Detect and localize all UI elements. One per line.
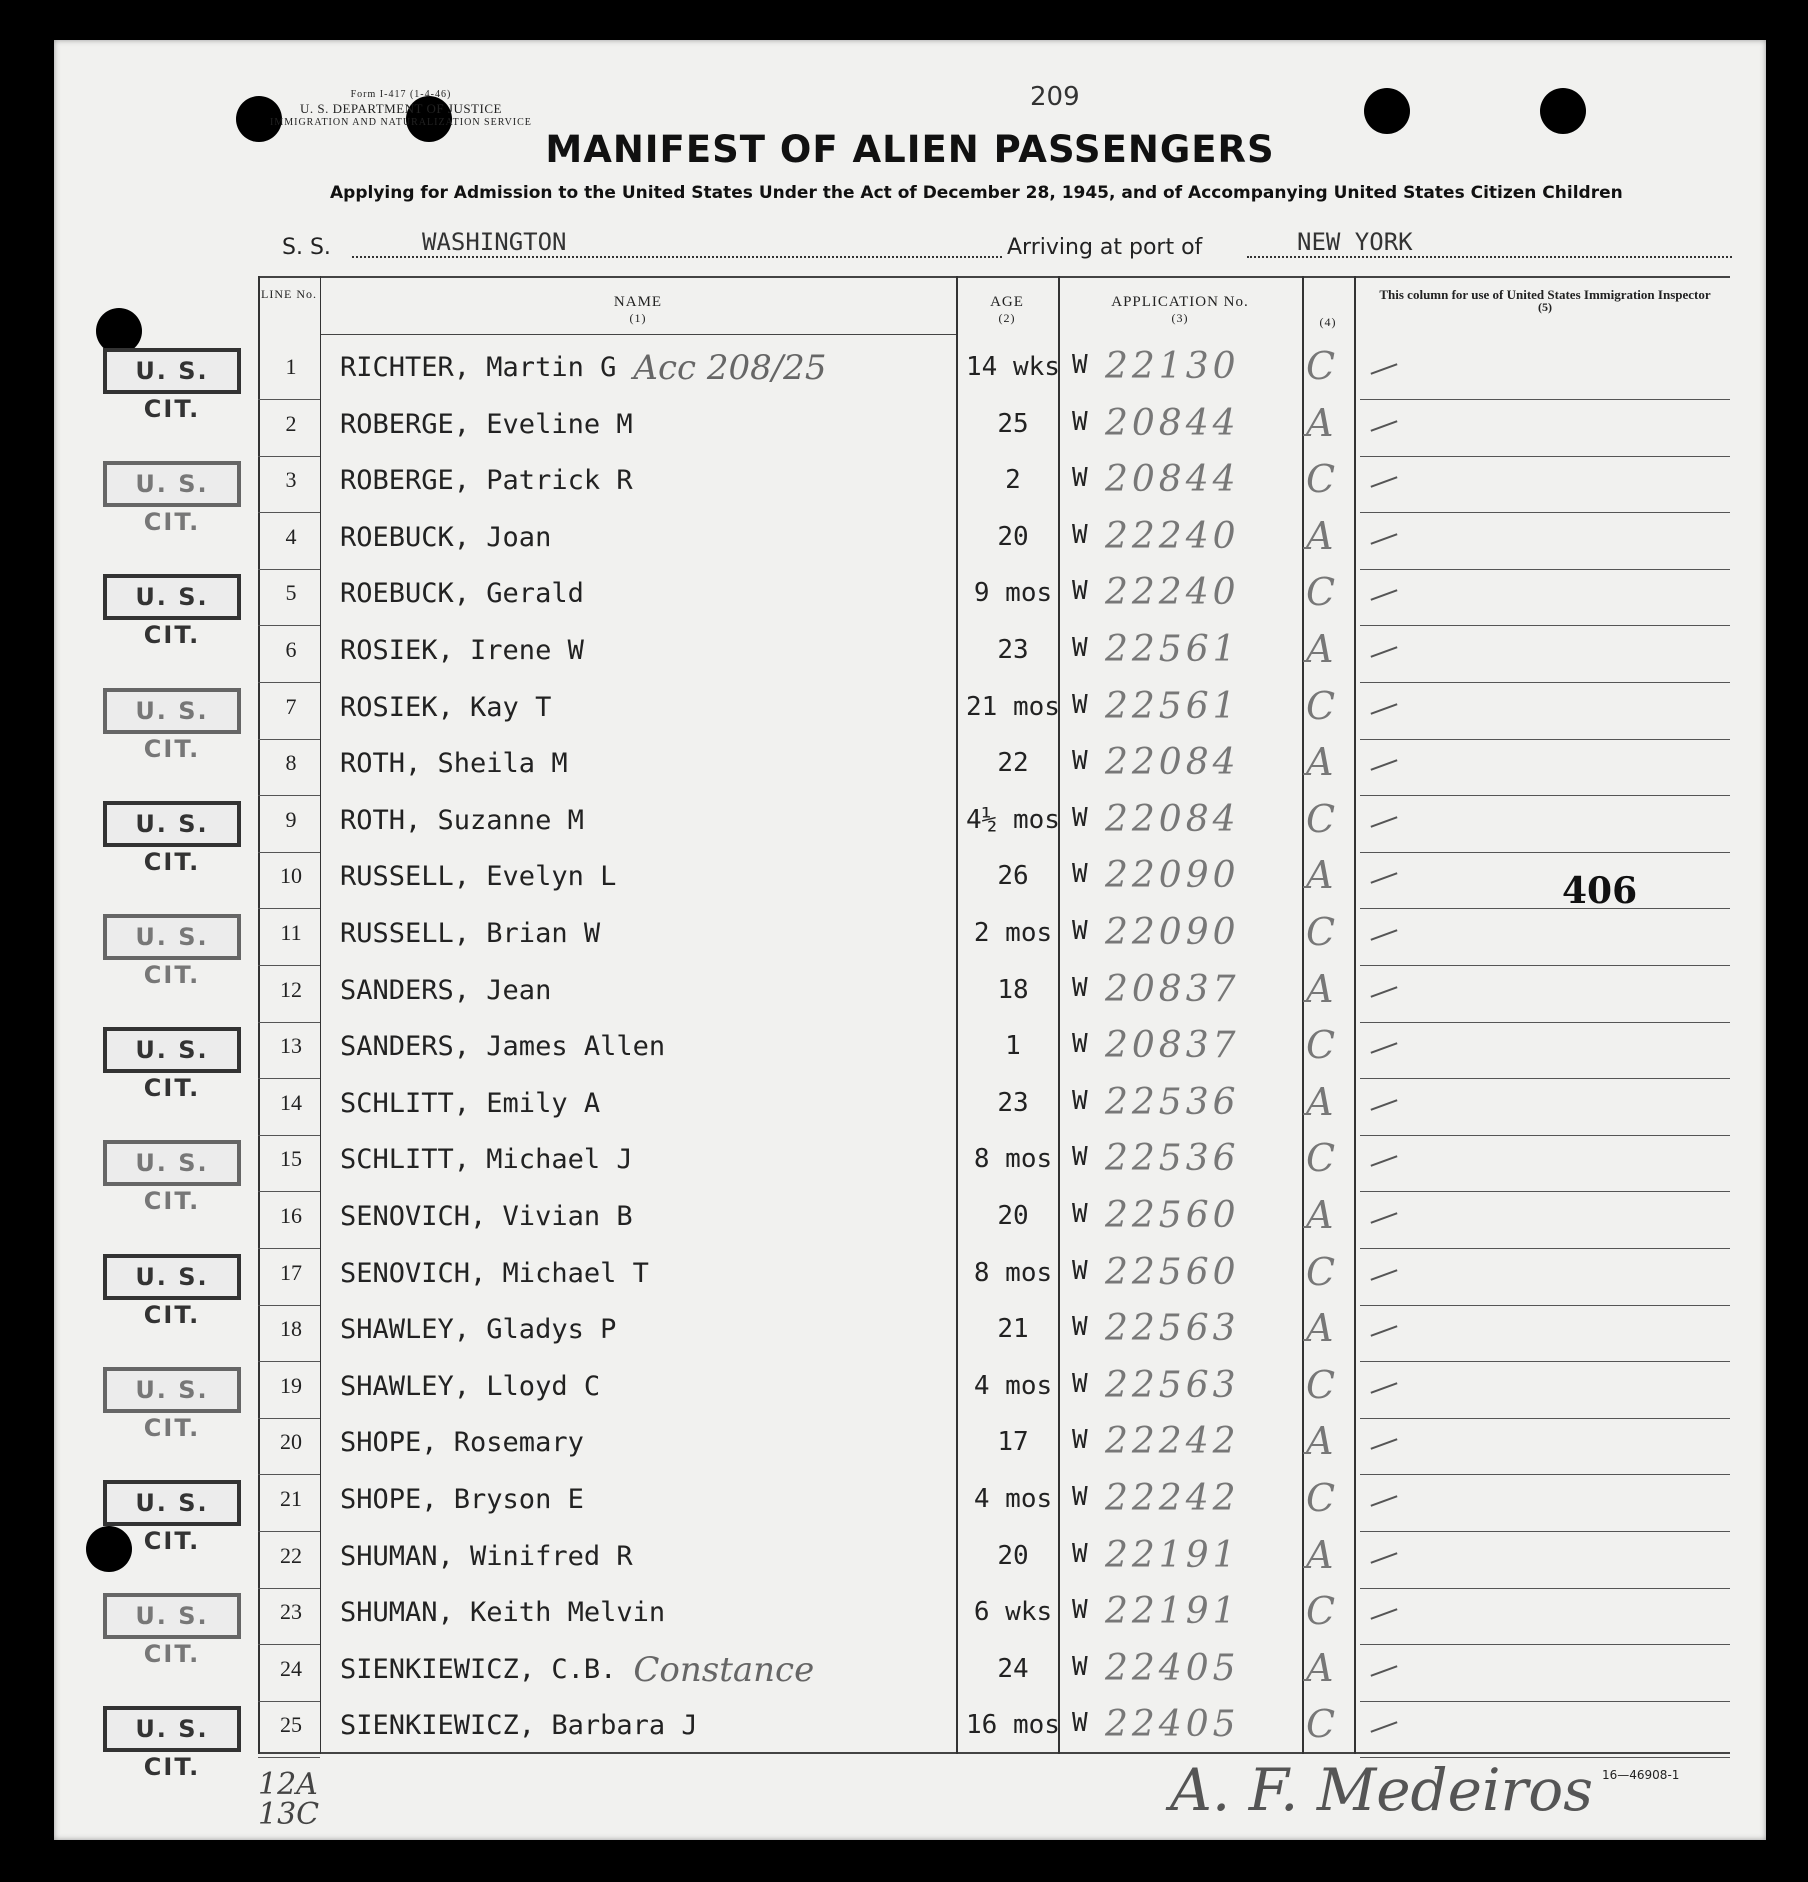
- tally-note: [258, 1767, 320, 1832]
- inspector-tick-mark: [1371, 1099, 1398, 1110]
- passenger-age: 25: [997, 409, 1029, 439]
- inspector-tick-mark: [1371, 929, 1398, 940]
- col-header-inspector: [1360, 288, 1730, 314]
- application-prefix: W: [1072, 633, 1088, 663]
- inspector-row-rule: [1360, 1078, 1730, 1079]
- inspector-row-rule: [1360, 1022, 1730, 1023]
- col-header-4: [1302, 314, 1354, 330]
- us-citizen-stamp: U. S. CIT.: [103, 801, 241, 847]
- inspector-row-rule: [1360, 852, 1730, 853]
- application-number: 22405: [1105, 1704, 1240, 1745]
- line-number: 13: [280, 1033, 302, 1058]
- inspector-tick-mark: [1371, 1325, 1398, 1336]
- col-header-name: [320, 294, 956, 326]
- passenger-name: SANDERS, Jean: [340, 975, 552, 1006]
- class-mark: C: [1306, 1589, 1336, 1633]
- class-mark: A: [1306, 967, 1334, 1011]
- application-prefix: W: [1072, 1539, 1088, 1569]
- application-number: 22561: [1105, 686, 1240, 727]
- line-number: 23: [280, 1599, 302, 1624]
- class-mark: A: [1306, 1193, 1334, 1237]
- application-prefix: W: [1072, 1425, 1088, 1455]
- line-number: 12: [280, 977, 302, 1002]
- table-row: [0, 1648, 1808, 1704]
- class-mark: C: [1306, 684, 1336, 728]
- class-mark: C: [1306, 1023, 1336, 1067]
- col-header-application: [1058, 294, 1302, 326]
- passenger-name: SCHLITT, Emily A: [340, 1088, 601, 1119]
- inspector-header-num: (5): [1538, 300, 1552, 314]
- passenger-age: 2 mos: [973, 918, 1053, 948]
- table-row: [0, 1023, 1808, 1102]
- application-prefix: W: [1072, 1369, 1088, 1399]
- passenger-age: 20: [997, 1541, 1029, 1571]
- line-row-rule: [258, 965, 320, 966]
- class-mark: A: [1306, 1419, 1334, 1463]
- passenger-age: 17: [997, 1427, 1029, 1457]
- application-prefix: W: [1072, 1086, 1088, 1116]
- inspector-tick-mark: [1371, 1665, 1398, 1676]
- col4-header-num: (4): [1319, 315, 1337, 329]
- application-number: 22242: [1105, 1478, 1240, 1519]
- line-row-rule: [258, 1531, 320, 1532]
- passenger-age: 20: [997, 1201, 1029, 1231]
- col-header-line: LINE No.: [261, 287, 317, 301]
- inspector-row-rule: [1360, 795, 1730, 796]
- class-mark: C: [1306, 910, 1336, 954]
- inspector-tick-mark: [1371, 420, 1398, 431]
- table-row: [0, 403, 1808, 459]
- inspector-row-rule: [1360, 1531, 1730, 1532]
- line-number: 20: [280, 1429, 302, 1454]
- line-number: 18: [280, 1316, 302, 1341]
- line-number: 5: [285, 580, 297, 605]
- application-number: 22561: [1105, 629, 1240, 670]
- line-number: 2: [285, 411, 297, 436]
- application-header-label: APPLICATION No.: [1111, 294, 1249, 310]
- handwritten-note: Acc 208/25: [633, 348, 827, 388]
- passenger-name: SHOPE, Bryson E: [340, 1484, 584, 1515]
- col-header-age: [956, 294, 1058, 326]
- application-prefix: W: [1072, 1595, 1088, 1625]
- application-prefix: W: [1072, 859, 1088, 889]
- table-row: [0, 969, 1808, 1025]
- passenger-name: SHOPE, Rosemary: [340, 1427, 584, 1458]
- application-number: 22242: [1105, 1421, 1240, 1462]
- passenger-age: 26: [997, 861, 1029, 891]
- line-row-rule: [258, 1418, 320, 1419]
- inspector-tick-mark: [1371, 1042, 1398, 1053]
- application-number: 22191: [1105, 1535, 1240, 1576]
- inspector-tick-mark: [1371, 1212, 1398, 1223]
- inspector-row-rule: [1360, 739, 1730, 740]
- line-row-rule: [258, 1588, 320, 1589]
- table-row: [0, 1308, 1808, 1364]
- application-number: 22240: [1105, 516, 1240, 557]
- application-prefix: W: [1072, 407, 1088, 437]
- passenger-age: 1: [1005, 1031, 1021, 1061]
- passenger-name: ROTH, Sheila M: [340, 748, 568, 779]
- application-number: 22563: [1105, 1365, 1240, 1406]
- us-citizen-stamp: U. S. CIT.: [103, 1254, 241, 1300]
- class-mark: C: [1306, 344, 1336, 388]
- passenger-name: SHUMAN, Keith Melvin: [340, 1597, 666, 1628]
- class-mark: A: [1306, 401, 1334, 445]
- application-number: 22090: [1105, 912, 1240, 953]
- passenger-age: 16 mos: [966, 1710, 1060, 1740]
- name-header-rule: [320, 334, 956, 335]
- passenger-name: SIENKIEWICZ, C.B.: [340, 1654, 617, 1685]
- us-citizen-stamp: U. S. CIT.: [103, 1367, 241, 1413]
- passenger-age: 21: [997, 1314, 1029, 1344]
- class-mark: C: [1306, 797, 1336, 841]
- us-citizen-stamp: U. S. CIT.: [103, 461, 241, 507]
- line-row-rule: [258, 1135, 320, 1136]
- class-mark: A: [1306, 1306, 1334, 1350]
- passenger-name: RICHTER, Martin G: [340, 352, 617, 383]
- line-row-rule: [258, 1644, 320, 1645]
- inspector-tick-mark: [1371, 1438, 1398, 1449]
- application-header-num: (3): [1171, 311, 1189, 325]
- inspector-row-rule: [1360, 625, 1730, 626]
- application-prefix: W: [1072, 576, 1088, 606]
- name-header-num: (1): [629, 311, 647, 325]
- passenger-age: 21 mos: [966, 692, 1060, 722]
- inspector-row-rule: [1360, 1474, 1730, 1475]
- passenger-name: ROBERGE, Patrick R: [340, 465, 633, 496]
- passenger-age: 18: [997, 975, 1029, 1005]
- inspector-tick-mark: [1371, 646, 1398, 657]
- class-mark: A: [1306, 853, 1334, 897]
- line-number: 17: [280, 1260, 302, 1285]
- line-number: 7: [285, 694, 297, 719]
- application-number: 22536: [1105, 1082, 1240, 1123]
- application-prefix: W: [1072, 1256, 1088, 1286]
- tally-line-1: 12A: [258, 1767, 318, 1802]
- age-header-num: (2): [998, 311, 1016, 325]
- passenger-name: SENOVICH, Vivian B: [340, 1201, 633, 1232]
- application-number: 20844: [1105, 459, 1240, 500]
- line-row-rule: [258, 682, 320, 683]
- class-mark: A: [1306, 1080, 1334, 1124]
- application-number: 22560: [1105, 1195, 1240, 1236]
- line-row-rule: [258, 569, 320, 570]
- port-name: NEW YORK: [1297, 228, 1413, 256]
- application-prefix: W: [1072, 1029, 1088, 1059]
- table-row: [0, 1082, 1808, 1138]
- line-row-rule: [258, 1701, 320, 1702]
- inspector-tick-mark: [1371, 363, 1398, 374]
- page-number: 209: [1030, 82, 1080, 112]
- passenger-age: 23: [997, 635, 1029, 665]
- inspector-row-rule: [1360, 569, 1730, 570]
- table-row: [0, 344, 1808, 423]
- table-row: [0, 742, 1808, 798]
- tally-line-2: 13C: [258, 1797, 320, 1832]
- class-mark: C: [1306, 1476, 1336, 1520]
- us-citizen-stamp: U. S. CIT.: [103, 1593, 241, 1639]
- inspector-count: 406: [1562, 870, 1638, 912]
- passenger-age: 22: [997, 748, 1029, 778]
- application-prefix: W: [1072, 746, 1088, 776]
- ship-port-line: [282, 226, 1732, 260]
- line-row-rule: [258, 1248, 320, 1249]
- passenger-name: ROBERGE, Eveline M: [340, 409, 633, 440]
- inspector-tick-mark: [1371, 703, 1398, 714]
- inspector-tick-mark: [1371, 759, 1398, 770]
- application-prefix: W: [1072, 1142, 1088, 1172]
- page-subtitle: Applying for Admission to the United States Under the Act of December 28, 1945, and of Accompanying United States Citizen Children: [330, 183, 1623, 203]
- inspector-row-rule: [1360, 1135, 1730, 1136]
- inspector-row-rule: [1360, 1361, 1730, 1362]
- application-number: 22560: [1105, 1252, 1240, 1293]
- ship-name: WASHINGTON: [422, 228, 567, 256]
- line-number: 3: [285, 467, 297, 492]
- line-row-rule: [258, 1305, 320, 1306]
- inspector-row-rule: [1360, 512, 1730, 513]
- inspector-row-rule: [1360, 1248, 1730, 1249]
- table-row: [0, 1476, 1808, 1555]
- line-row-rule: [258, 1361, 320, 1362]
- form-number: Form I-417 (1-4-46): [350, 89, 452, 100]
- passenger-name: ROEBUCK, Joan: [340, 522, 552, 553]
- name-header-label: NAME: [613, 294, 663, 310]
- us-citizen-stamp: U. S. CIT.: [103, 914, 241, 960]
- class-mark: A: [1306, 627, 1334, 671]
- line-row-rule: [258, 399, 320, 400]
- inspector-tick-mark: [1371, 1608, 1398, 1619]
- passenger-name: RUSSELL, Brian W: [340, 918, 601, 949]
- form-info: [270, 88, 532, 130]
- class-mark: C: [1306, 570, 1336, 614]
- line-number: 22: [280, 1543, 302, 1568]
- line-number: 11: [280, 920, 302, 945]
- line-number: 6: [285, 637, 297, 662]
- inspector-tick-mark: [1371, 533, 1398, 544]
- line-number: 24: [280, 1656, 302, 1681]
- passenger-name: SIENKIEWICZ, Barbara J: [340, 1710, 698, 1741]
- form-code: 16—46908-1: [1602, 1768, 1680, 1782]
- line-number: 25: [280, 1712, 302, 1737]
- application-number: 22536: [1105, 1138, 1240, 1179]
- passenger-name: RUSSELL, Evelyn L: [340, 861, 617, 892]
- passenger-name: ROTH, Suzanne M: [340, 805, 584, 836]
- inspector-row-rule: [1360, 1418, 1730, 1419]
- inspector-row-rule: [1360, 1305, 1730, 1306]
- inspector-tick-mark: [1371, 589, 1398, 600]
- table-row: [0, 1421, 1808, 1477]
- class-mark: C: [1306, 1702, 1336, 1746]
- application-number: 22405: [1105, 1648, 1240, 1689]
- class-mark: C: [1306, 1136, 1336, 1180]
- class-mark: C: [1306, 1363, 1336, 1407]
- ship-label: S. S.: [282, 235, 331, 260]
- passenger-age: 2: [1005, 465, 1021, 495]
- passenger-age: 24: [997, 1654, 1029, 1684]
- passenger-age: 8 mos: [973, 1144, 1053, 1174]
- line-number: 1: [285, 354, 297, 379]
- inspector-tick-mark: [1371, 1382, 1398, 1393]
- line-row-rule: [258, 852, 320, 853]
- passenger-name: SCHLITT, Michael J: [340, 1144, 633, 1175]
- service-name: IMMIGRATION AND NATURALIZATION SERVICE: [270, 117, 532, 128]
- us-citizen-stamp: U. S. CIT.: [103, 348, 241, 394]
- line-row-rule: [258, 1474, 320, 1475]
- line-number: 8: [285, 750, 297, 775]
- inspector-row-rule: [1360, 965, 1730, 966]
- inspector-tick-mark: [1371, 1155, 1398, 1166]
- inspector-row-rule: [1360, 456, 1730, 457]
- table-row: [0, 910, 1808, 989]
- inspector-header-label: This column for use of United States Immigration Inspector: [1379, 287, 1711, 302]
- application-number: 20844: [1105, 403, 1240, 444]
- passenger-name: ROEBUCK, Gerald: [340, 578, 584, 609]
- line-row-rule: [258, 512, 320, 513]
- line-row-rule: [258, 456, 320, 457]
- inspector-row-rule: [1360, 682, 1730, 683]
- port-dotted-line: [1247, 256, 1732, 258]
- line-row-rule: [258, 1757, 320, 1758]
- inspector-tick-mark: [1371, 986, 1398, 997]
- table-top-rule: [258, 276, 1730, 278]
- passenger-name: SANDERS, James Allen: [340, 1031, 666, 1062]
- us-citizen-stamp: U. S. CIT.: [103, 1480, 241, 1526]
- line-number: 4: [285, 524, 297, 549]
- application-prefix: W: [1072, 463, 1088, 493]
- passenger-name: ROSIEK, Irene W: [340, 635, 584, 666]
- age-header-label: AGE: [990, 294, 1024, 310]
- us-citizen-stamp: U. S. CIT.: [103, 1706, 241, 1752]
- application-prefix: W: [1072, 1199, 1088, 1229]
- application-number: 22090: [1105, 855, 1240, 896]
- inspector-tick-mark: [1371, 1552, 1398, 1563]
- line-row-rule: [258, 1191, 320, 1192]
- line-number: 9: [285, 807, 297, 832]
- passenger-age: 6 wks: [973, 1597, 1053, 1627]
- inspector-tick-mark: [1371, 476, 1398, 487]
- class-mark: A: [1306, 740, 1334, 784]
- class-mark: C: [1306, 457, 1336, 501]
- application-prefix: W: [1072, 1652, 1088, 1682]
- line-row-rule: [258, 908, 320, 909]
- page-title: MANIFEST OF ALIEN PASSENGERS: [545, 128, 1275, 171]
- class-mark: A: [1306, 1646, 1334, 1690]
- application-number: 22084: [1105, 742, 1240, 783]
- application-number: 20837: [1105, 969, 1240, 1010]
- us-citizen-stamp: U. S. CIT.: [103, 1140, 241, 1186]
- inspector-row-rule: [1360, 1644, 1730, 1645]
- application-prefix: W: [1072, 1482, 1088, 1512]
- line-row-rule: [258, 1022, 320, 1023]
- table-row: [0, 457, 1808, 536]
- table-row: [0, 1136, 1808, 1215]
- inspector-tick-mark: [1371, 1495, 1398, 1506]
- passenger-name: SHAWLEY, Lloyd C: [340, 1371, 601, 1402]
- table-row: [0, 1535, 1808, 1591]
- inspector-row-rule: [1360, 908, 1730, 909]
- ship-dotted-line: [352, 256, 1002, 258]
- handwritten-note: Constance: [633, 1650, 815, 1690]
- inspector-row-rule: [1360, 399, 1730, 400]
- passenger-age: 23: [997, 1088, 1029, 1118]
- passenger-name: SHUMAN, Winifred R: [340, 1541, 633, 1572]
- line-number: 10: [280, 863, 302, 888]
- table-row: [0, 1195, 1808, 1251]
- line-number: 21: [280, 1486, 302, 1511]
- line-row-rule: [258, 1078, 320, 1079]
- application-prefix: W: [1072, 1708, 1088, 1738]
- us-citizen-stamp: U. S. CIT.: [103, 1027, 241, 1073]
- line-number: 15: [280, 1146, 302, 1171]
- line-row-rule: [258, 739, 320, 740]
- application-number: 22191: [1105, 1591, 1240, 1632]
- passenger-name: ROSIEK, Kay T: [340, 692, 552, 723]
- application-number: 22084: [1105, 799, 1240, 840]
- application-prefix: W: [1072, 1312, 1088, 1342]
- passenger-age: 8 mos: [973, 1258, 1053, 1288]
- inspector-row-rule: [1360, 1701, 1730, 1702]
- application-prefix: W: [1072, 916, 1088, 946]
- application-number: 22240: [1105, 572, 1240, 613]
- inspector-tick-mark: [1371, 872, 1398, 883]
- table-row: [0, 570, 1808, 649]
- passenger-age: 4½ mos: [966, 805, 1060, 835]
- table-row: [0, 855, 1808, 911]
- inspector-tick-mark: [1371, 1269, 1398, 1280]
- inspector-row-rule: [1360, 1191, 1730, 1192]
- inspector-tick-mark: [1371, 1721, 1398, 1732]
- passenger-age: 9 mos: [973, 578, 1053, 608]
- inspector-tick-mark: [1371, 816, 1398, 827]
- passenger-name: SHAWLEY, Gladys P: [340, 1314, 617, 1345]
- passenger-age: 4 mos: [973, 1371, 1053, 1401]
- inspector-row-rule: [1360, 1588, 1730, 1589]
- line-number: 16: [280, 1203, 302, 1228]
- line-row-rule: [258, 795, 320, 796]
- table-row: [0, 1589, 1808, 1668]
- class-mark: C: [1306, 1250, 1336, 1294]
- application-prefix: W: [1072, 803, 1088, 833]
- application-number: 22130: [1105, 346, 1240, 387]
- us-citizen-stamp: U. S. CIT.: [103, 574, 241, 620]
- line-row-rule: [258, 625, 320, 626]
- inspector-signature: A. F. Medeiros: [1170, 1756, 1593, 1824]
- department-name: U. S. DEPARTMENT OF JUSTICE: [299, 101, 502, 116]
- passenger-age: 14 wks: [966, 352, 1060, 382]
- us-citizen-stamp: U. S. CIT.: [103, 688, 241, 734]
- application-prefix: W: [1072, 350, 1088, 380]
- application-prefix: W: [1072, 690, 1088, 720]
- application-prefix: W: [1072, 520, 1088, 550]
- application-number: 20837: [1105, 1025, 1240, 1066]
- application-number: 22563: [1105, 1308, 1240, 1349]
- table-row: [0, 629, 1808, 685]
- port-label: Arriving at port of: [1007, 235, 1203, 260]
- class-mark: A: [1306, 514, 1334, 558]
- passenger-name: SENOVICH, Michael T: [340, 1258, 649, 1289]
- passenger-age: 4 mos: [973, 1484, 1053, 1514]
- application-prefix: W: [1072, 973, 1088, 1003]
- line-number: 19: [280, 1373, 302, 1398]
- table-row: [0, 516, 1808, 572]
- line-number: 14: [280, 1090, 302, 1115]
- class-mark: A: [1306, 1533, 1334, 1577]
- passenger-age: 20: [997, 522, 1029, 552]
